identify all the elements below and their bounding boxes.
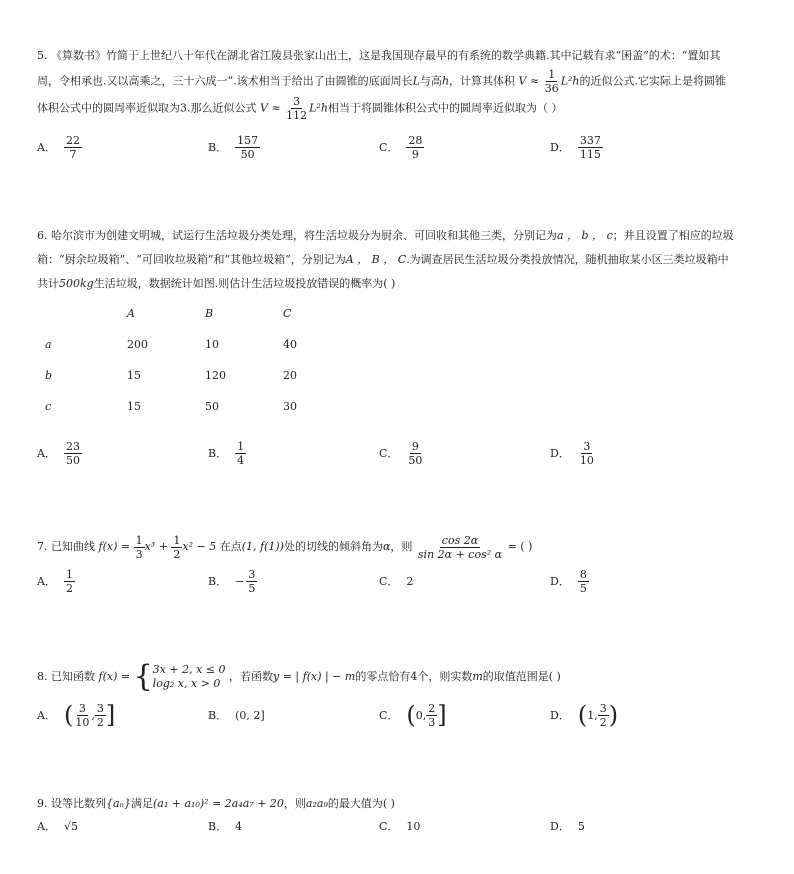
q7-options (37, 564, 757, 598)
var-h: h (441, 74, 450, 88)
q8-option-c[interactable]: C． ( 0, $\frac{2}{3}$ ] (379, 701, 447, 729)
q5-option-b[interactable]: B． $\frac{157}{50}$ (208, 133, 259, 161)
q7-option-d[interactable]: D． $\frac{8}{5}$ (550, 567, 587, 595)
formula-v2-fraction: $\frac{3}{112}$ (286, 95, 308, 122)
q8-option-d[interactable]: D． ( 1, $\frac{3}{2}$ ) (550, 701, 619, 729)
question-7-stem: 7. 已知曲线 f(x) = $\frac{1}{3}$ x³ + $\frac{1}{2}$ x² − 5 在点(1, f(1))处的切线的倾斜角为α，则 $\frac{\cos 2\alpha}{\text{sin 2α + cos² α}}$ = ( ) (37, 533, 533, 561)
q5-line3 (37, 95, 757, 122)
q6-line2: 箱：“厨余垃圾箱”、“可回收垃圾箱”和“其他垃圾箱”，分别记为A ， B ， C.为调查居民生活垃圾分类投放情况，随机抽取某小区三类垃圾箱中 (37, 253, 729, 266)
q9-options (37, 812, 757, 840)
table-header-cell: B (205, 307, 214, 320)
question-8-stem: 8. 已知函数 f(x) = { 3x + 2, x ≤ 0 log₂ x, x > 0 ，若函数y = | f(x) | − m的零点恰有4个，则实数m的取值范围是( ) (37, 659, 561, 694)
q7-target-fraction: $\frac{\cos 2\alpha}{\text{sin 2α + cos² α}}$ (417, 533, 503, 561)
q5-line2 (37, 68, 757, 95)
q5-line1: 5. 《算数书》竹简于上世纪八十年代在湖北省江陵县张家山出土，这是我国现存最早的有系统的数学典籍.其中记载有求“囷盖”的术：“置如其 (37, 49, 721, 62)
q9-option-d[interactable]: D． 5 (550, 819, 585, 833)
table-row: b 15 120 20 (45, 369, 297, 382)
q7-option-a[interactable]: A． $\frac{1}{2}$ (37, 567, 73, 595)
table-row: a 200 10 40 (45, 338, 297, 351)
table-header-cell: C (283, 307, 292, 320)
q5-line3b: 相当于将圆锥体积公式中的圆周率近似取为（ ） (327, 101, 563, 115)
q5-line2c: ，计算其体积 (449, 74, 516, 88)
q6-data-table (37, 298, 361, 422)
q6-option-a[interactable]: A． $\frac{23}{50}$ (37, 439, 80, 467)
q6-option-b[interactable]: B． $\frac{1}{4}$ (208, 439, 245, 467)
q5-line2d: 的近似公式.它实际上是将圆锥 (579, 74, 727, 88)
q6-option-d[interactable]: D． $\frac{3}{10}$ (550, 439, 594, 467)
question-6-stem (37, 224, 757, 296)
q5-option-c[interactable]: C． $\frac{28}{9}$ (379, 133, 423, 161)
formula-v2-prefix: V ≈ (260, 101, 281, 115)
var-L: L (412, 74, 420, 88)
q7-option-c[interactable]: C． 2 (379, 574, 414, 588)
q8-option-a[interactable]: A． ( $\frac{3}{10}$ , $\frac{3}{2}$ ] (37, 701, 116, 729)
q6-line3: 共计500kg生活垃圾，数据统计如图.则估计生活垃圾投放错误的概率为( ) (37, 277, 396, 290)
q9-option-a[interactable]: A． √5 (37, 819, 78, 833)
q6-options (37, 436, 757, 470)
formula-v1-fraction: $\frac{1}{36}$ (544, 68, 559, 95)
q8-option-b[interactable]: B． (0, 2] (208, 708, 265, 722)
formula-v1-suffix: L²h (560, 74, 580, 88)
q5-line2a: 周，令相承也.又以高乘之，三十六成一”.该术相当于给出了由圆锥的底面周长 (37, 74, 413, 88)
q7-option-b[interactable]: B． − $\frac{3}{5}$ (208, 567, 256, 595)
q5-options (37, 130, 757, 164)
piecewise-brace: { 3x + 2, x ≤ 0 log₂ x, x > 0 (133, 659, 226, 694)
q5-line2b: 与高 (419, 74, 442, 88)
question-5-stem (37, 44, 757, 122)
table-row: c 15 50 30 (45, 400, 297, 413)
q6-option-c[interactable]: C． $\frac{9}{50}$ (379, 439, 423, 467)
question-9-stem: 9. 设等比数列{aₙ}满足(a₁ + a₁₀)² = 2a₄a₇ + 20，则a₂a₉的最大值为( ) (37, 797, 395, 810)
q5-option-a[interactable]: A． $\frac{22}{7}$ (37, 133, 80, 161)
q9-option-b[interactable]: B． 4 (208, 819, 243, 833)
q6-line1: 6. 哈尔滨市为创建文明城，试运行生活垃圾分类处理，将生活垃圾分为厨余、可回收和其他三类，分别记为a ， b ， c；并且设置了相应的垃圾 (37, 229, 734, 242)
q8-options (37, 698, 757, 732)
formula-v1-prefix: V ≈ (518, 74, 540, 88)
table-header-cell: A (127, 307, 135, 320)
q5-line3a: 体积公式中的圆周率近似取为3.那么近似公式 (37, 101, 257, 115)
formula-v2-suffix: L²h (309, 101, 328, 115)
table-header-row (37, 298, 361, 329)
q5-option-d[interactable]: D． $\frac{337}{115}$ (550, 133, 601, 161)
q9-option-c[interactable]: C． 10 (379, 819, 421, 833)
